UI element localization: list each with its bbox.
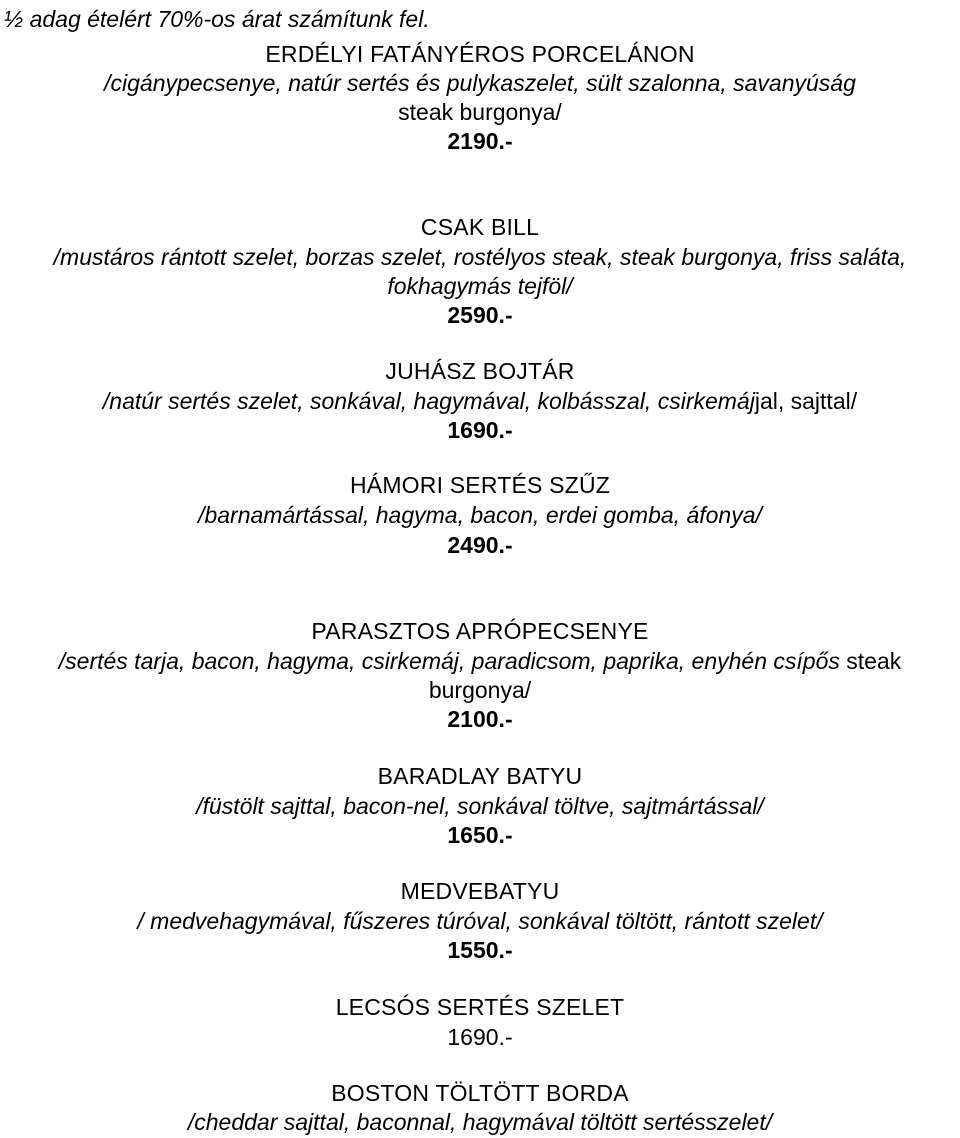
menu-item-price: 2490.- [447,532,513,558]
menu-item-description [0,647,960,675]
menu-item-title: CSAK BILL [420,214,540,240]
menu-item-description: / medvehagymával, fűszeres túróval, sonkával töltött, rántott szelet/ [137,908,823,934]
menu-item-description: /mustáros rántott szelet, borzas szelet, rostélyos steak, steak burgonya, friss saláta, [53,244,907,270]
description-plain: jal, sajttal/ [754,388,858,414]
menu-item-title: MEDVEBATYU [400,878,560,904]
half-portion-note: ½ adag ételért 70%-os árat számítunk fel. [4,6,430,32]
menu-item-title: BOSTON TÖLTÖTT BORDA [331,1080,629,1106]
menu-item-description: fokhagymás tejföl/ [387,273,573,299]
menu-item-price: 2100.- [447,706,513,732]
menu-item-title: PARASZTOS APRÓPECSENYE [311,618,649,644]
menu-item-price: 1690.- [447,1024,513,1050]
menu-item-price: 1690.- [447,417,513,443]
menu-item-title: ERDÉLYI FATÁNYÉROS PORCELÁNON [265,41,695,67]
menu-item-title: JUHÁSZ BOJTÁR [385,358,575,384]
description-italic: /sertés tarja, bacon, hagyma, csirkemáj, paradicsom, paprika, enyhén csípős [58,648,840,674]
menu-item-description: /barnamártással, hagyma, bacon, erdei gomba, áfonya/ [198,502,762,528]
menu-item-description: /cheddar sajttal, baconnal, hagymával töltött sertésszelet/ [187,1109,773,1135]
menu-item-description: steak burgonya/ [398,99,562,125]
menu-item-price: 2590.- [447,302,513,328]
menu-item-title: HÁMORI SERTÉS SZŰZ [349,472,611,498]
menu-item-description: burgonya/ [428,677,532,703]
menu-item-title: BARADLAY BATYU [377,763,583,789]
menu-item-description: /füstölt sajttal, bacon-nel, sonkával töltve, sajtmártással/ [196,793,764,819]
menu-item-description: /cigánypecsenye, natúr sertés és pulykaszelet, sült szalonna, savanyúság [104,70,856,96]
description-italic: /natúr sertés szelet, sonkával, hagymával, kolbásszal, csirkemáj [102,388,755,414]
menu-item-price: 1550.- [447,937,513,963]
menu-item-description [0,387,960,415]
menu-item-price: 2190.- [447,128,513,154]
description-plain: steak [839,648,902,674]
menu-item-title: LECSÓS SERTÉS SZELET [335,994,625,1020]
menu-item-price: 1650.- [447,822,513,848]
